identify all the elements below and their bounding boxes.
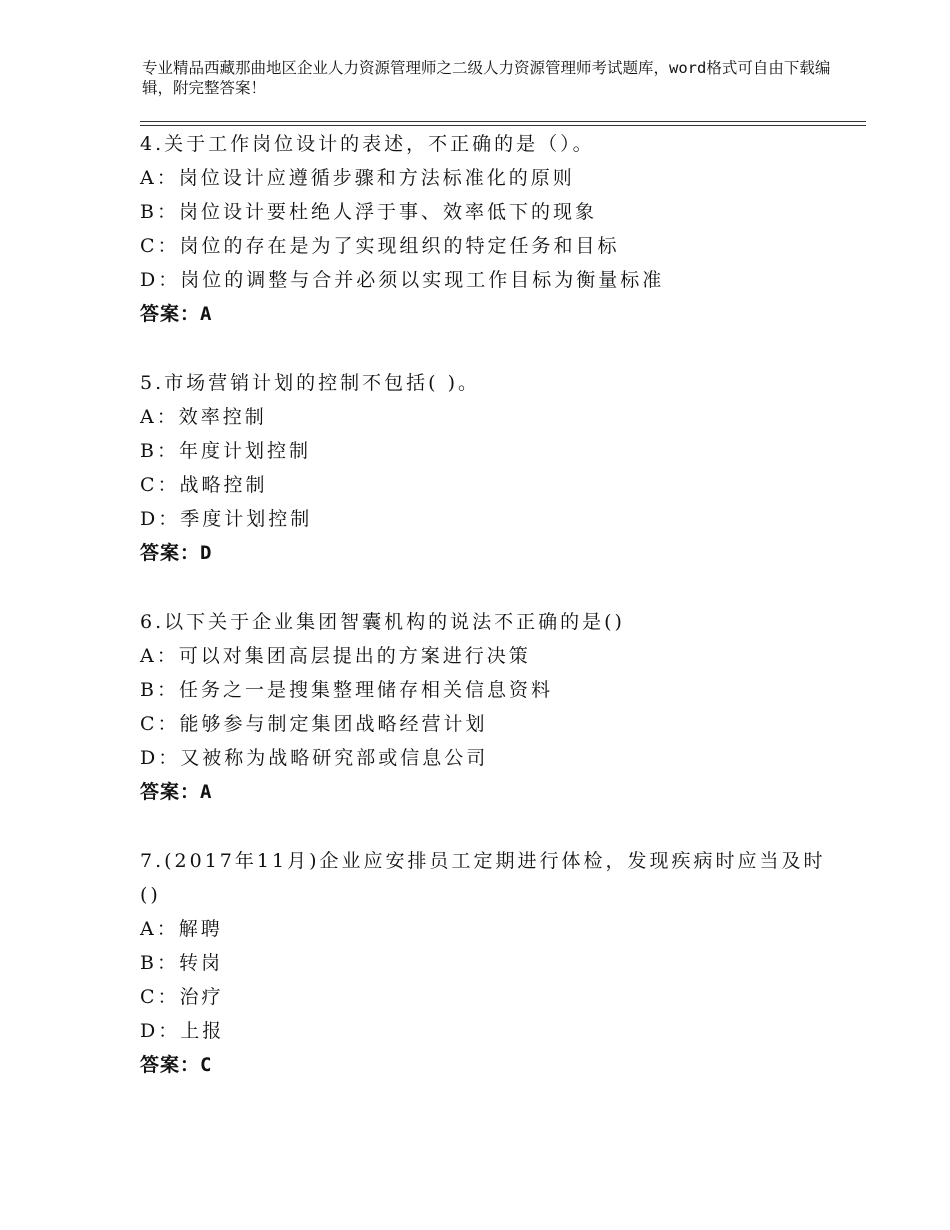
question-stem: 7.(2017年11月)企业应安排员工定期进行体检，发现疾病时应当及时(): [140, 850, 826, 906]
question-stem: 6.以下关于企业集团智囊机构的说法不正确的是(): [140, 611, 625, 633]
question-7: [140, 844, 840, 1082]
option-c: C：岗位的存在是为了实现组织的特定任务和目标: [140, 235, 620, 257]
option-c: C：治疗: [140, 986, 224, 1008]
answer-label: 答案：C: [140, 1054, 213, 1076]
document-header: 专业精品西藏那曲地区企业人力资源管理师之二级人力资源管理师考试题库，word格式可自由下载编辑，附完整答案！: [142, 59, 831, 97]
question-4: [140, 127, 840, 331]
option-b: B：岗位设计要杜绝人浮于事、效率低下的现象: [140, 201, 597, 223]
option-a: A：可以对集团高层提出的方案进行决策: [140, 645, 531, 667]
answer-label: 答案：D: [140, 542, 213, 564]
header-divider-bottom: [140, 125, 866, 126]
question-spacer: [140, 570, 840, 605]
option-d: D：季度计划控制: [140, 508, 313, 530]
option-b: B：任务之一是搜集整理储存相关信息资料: [140, 679, 553, 701]
option-a: A：岗位设计应遵循步骤和方法标准化的原则: [140, 167, 575, 189]
question-list: [140, 127, 840, 1082]
option-d: D：岗位的调整与合并必须以实现工作目标为衡量标准: [140, 269, 665, 291]
question-spacer: [140, 331, 840, 366]
question-5: [140, 366, 840, 570]
option-d: D：又被称为战略研究部或信息公司: [140, 747, 489, 769]
option-a: A：解聘: [140, 918, 223, 940]
question-stem: 5.市场营销计划的控制不包括( )。: [140, 372, 480, 394]
question-spacer: [140, 809, 840, 844]
answer-label: 答案：A: [140, 303, 213, 325]
answer-label: 答案：A: [140, 781, 213, 803]
question-stem: 4.关于工作岗位设计的表述，不正确的是（）。: [140, 133, 595, 155]
option-c: C：战略控制: [140, 474, 268, 496]
option-a: A：效率控制: [140, 406, 267, 428]
option-d: D：上报: [140, 1020, 225, 1042]
option-b: B：转岗: [140, 952, 223, 974]
question-6: [140, 605, 840, 809]
header-divider-top: [140, 121, 866, 122]
option-b: B：年度计划控制: [140, 440, 311, 462]
option-c: C：能够参与制定集团战略经营计划: [140, 713, 488, 735]
